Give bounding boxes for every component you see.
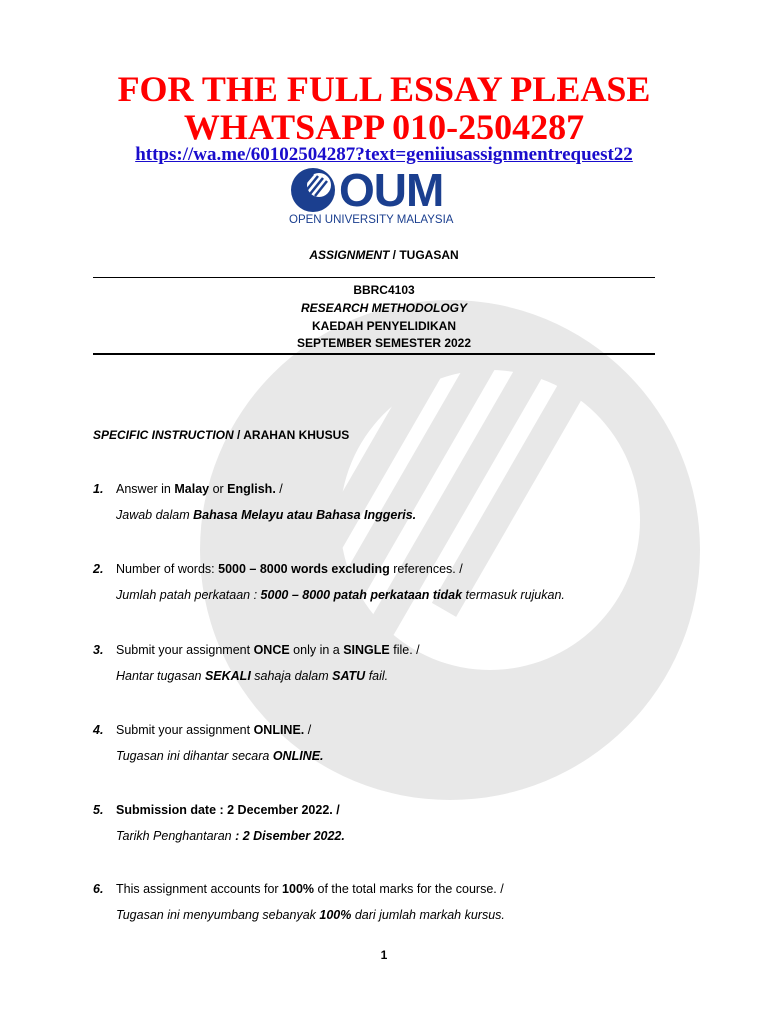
header-rule-top xyxy=(93,277,655,278)
oum-logo-mark-icon xyxy=(289,166,337,214)
header-rule-bottom xyxy=(93,353,655,355)
item-text-ms: Tugasan ini menyumbang sebanyak 100% dari jumlah markah kursus. xyxy=(116,908,505,922)
instructions-heading xyxy=(93,428,349,442)
instructions-heading-ms: ARAHAN KHUSUS xyxy=(243,428,350,442)
item-text-ms: Hantar tugasan SEKALI sahaja dalam SATU fail. xyxy=(116,669,389,683)
item-text-en: Submit your assignment ONLINE. / xyxy=(116,723,312,737)
instructions-heading-en: SPECIFIC INSTRUCTION xyxy=(93,428,234,442)
item-text-en: Answer in Malay or English. / xyxy=(116,482,283,496)
semester: SEPTEMBER SEMESTER 2022 xyxy=(296,336,472,350)
course-name-en: RESEARCH METHODOLOGY xyxy=(300,301,467,315)
item-text-en: Submission date : 2 December 2022. / xyxy=(116,803,340,817)
assignment-title-en: ASSIGNMENT xyxy=(309,248,390,262)
item-text-ms: Jumlah patah perkataan : 5000 – 8000 patah perkataan tidak termasuk rujukan. xyxy=(116,588,565,602)
promo-line-1: FOR THE FULL ESSAY PLEASE xyxy=(117,69,651,109)
item-text-en: This assignment accounts for 100% of the total marks for the course. / xyxy=(116,882,504,896)
assignment-title xyxy=(0,248,768,262)
title-slash: / xyxy=(389,248,400,262)
item-text-en: Submit your assignment ONCE only in a SINGLE file. / xyxy=(116,643,420,657)
promo-line-2: WHATSAPP 010-2504287 xyxy=(183,107,585,147)
oum-logo xyxy=(289,166,464,234)
whatsapp-link[interactable]: https://wa.me/60102504287?text=geniiusassignmentrequest22 xyxy=(135,144,633,165)
page-number: 1 xyxy=(380,948,388,962)
heading-slash: / xyxy=(233,428,244,442)
logo-wordmark: OUM xyxy=(339,164,444,216)
item-number: 6. xyxy=(93,882,104,896)
item-text-en: Number of words: 5000 – 8000 words excluding references. / xyxy=(116,562,463,576)
assignment-title-ms: TUGASAN xyxy=(399,248,459,262)
item-text-ms: Tarikh Penghantaran : 2 Disember 2022. xyxy=(116,829,345,843)
item-number: 2. xyxy=(93,562,104,576)
logo-subtitle: OPEN UNIVERSITY MALAYSIA xyxy=(289,214,454,226)
item-number: 4. xyxy=(93,723,104,737)
item-text-ms: Jawab dalam Bahasa Melayu atau Bahasa Inggeris. xyxy=(116,508,417,522)
item-number: 1. xyxy=(93,482,104,496)
item-text-ms: Tugasan ini dihantar secara ONLINE. xyxy=(116,749,324,763)
item-number: 3. xyxy=(93,643,104,657)
course-name-ms: KAEDAH PENYELIDIKAN xyxy=(311,319,456,333)
course-code: BBRC4103 xyxy=(353,283,415,297)
item-number: 5. xyxy=(93,803,104,817)
